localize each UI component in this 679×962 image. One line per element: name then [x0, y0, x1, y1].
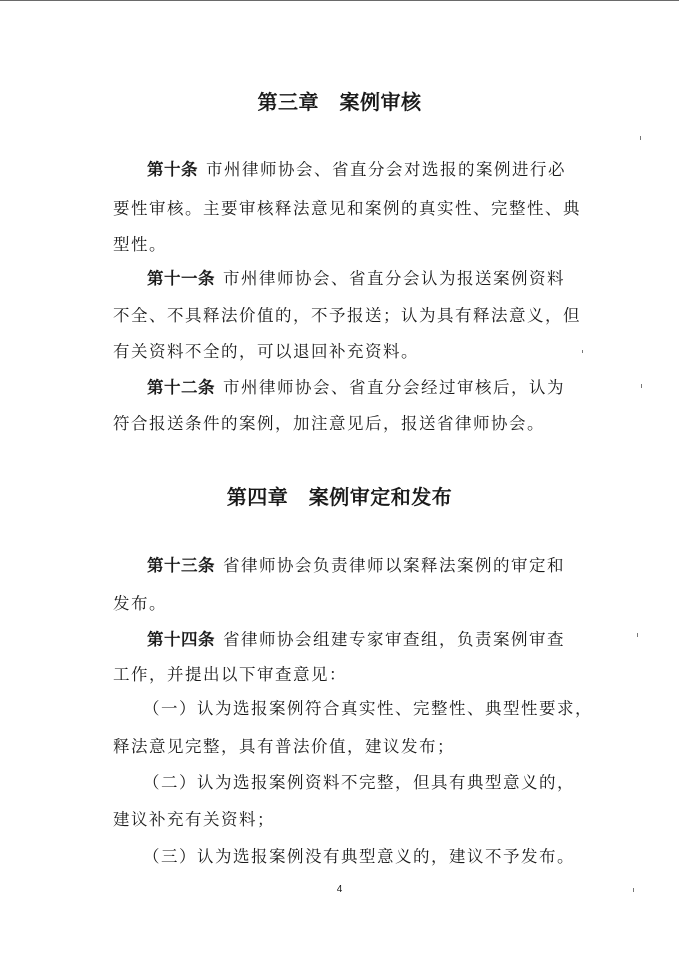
article-11-line-3: 有关资料不全的，可以退回补充资料。 — [113, 342, 419, 361]
item-3-line-1: （三）认为选报案例没有典型意义的，建议不予发布。 — [143, 847, 575, 866]
article-13-line-2: 发布。 — [113, 594, 167, 613]
scan-speck — [640, 136, 641, 140]
chapter-4-heading: 第四章 案例审定和发布 — [226, 485, 453, 509]
article-10-line-3: 型性。 — [113, 235, 167, 254]
article-13-line-1 — [147, 552, 565, 576]
item-1-line-1: （一）认为选报案例符合真实性、完整性、典型性要求， — [143, 699, 593, 718]
article-13-text-1: 省律师协会负责律师以案释法案例的审定和 — [223, 556, 565, 575]
article-10-line-2: 要性审核。主要审核释法意见和案例的真实性、完整性、典 — [113, 199, 581, 218]
item-2-line-1: （二）认为选报案例资料不完整，但具有典型意义的， — [143, 773, 575, 792]
article-14-text-1: 省律师协会组建专家审查组，负责案例审查 — [223, 630, 565, 649]
scan-speck — [633, 888, 634, 892]
chapter-3-heading: 第三章 案例审核 — [257, 90, 422, 114]
article-13-label: 第十三条 — [147, 556, 215, 575]
article-12-line-2: 符合报送条件的案例，加注意见后，报送省律师协会。 — [113, 414, 545, 433]
article-12-text-1: 市州律师协会、省直分会经过审核后，认为 — [223, 378, 565, 397]
article-10-label: 第十条 — [147, 160, 198, 179]
article-12-label: 第十二条 — [147, 378, 215, 397]
scan-speck — [582, 350, 583, 353]
item-1-line-2: 释法意见完整，具有普法价值，建议发布； — [113, 737, 455, 756]
article-14-label: 第十四条 — [147, 630, 215, 649]
top-border — [0, 0, 679, 1]
scan-speck — [637, 633, 638, 637]
article-14-line-1 — [147, 626, 565, 650]
article-11-text-1: 市州律师协会、省直分会认为报送案例资料 — [223, 269, 565, 288]
article-11-line-2: 不全、不具释法价值的，不予报送；认为具有释法意义，但 — [113, 306, 581, 325]
article-10-line-1 — [147, 156, 566, 180]
article-11-label: 第十一条 — [147, 269, 215, 288]
page-number: 4 — [336, 884, 343, 895]
article-11-line-1 — [147, 265, 565, 289]
article-14-line-2: 工作，并提出以下审查意见： — [113, 665, 347, 684]
item-2-line-2: 建议补充有关资料； — [113, 810, 275, 829]
article-12-line-1 — [147, 374, 565, 398]
scan-speck — [641, 384, 642, 388]
article-10-text-1: 市州律师协会、省直分会对选报的案例进行必 — [206, 160, 566, 179]
